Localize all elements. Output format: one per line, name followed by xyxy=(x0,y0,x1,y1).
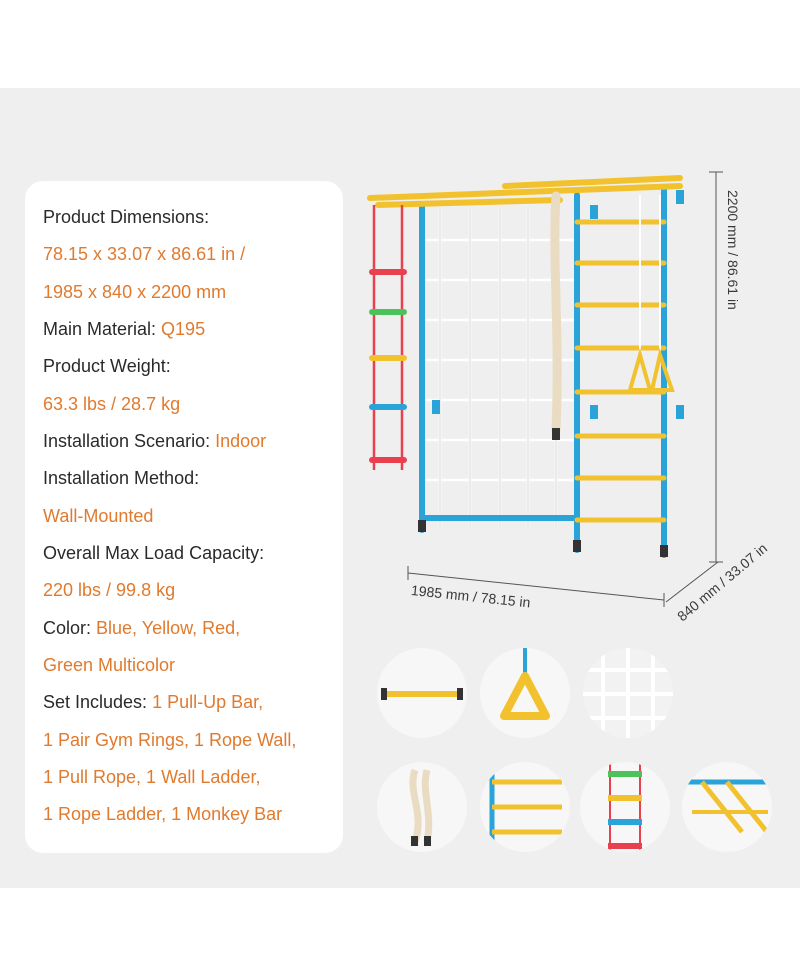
monkey-bar xyxy=(370,178,680,205)
rope-ladder xyxy=(372,205,404,470)
set-line-2: 1 Pair Gym Rings, 1 Rope Wall, xyxy=(43,730,297,750)
width-dimension: 1985 mm / 78.15 in xyxy=(410,582,532,611)
weight-label: Product Weight: xyxy=(43,356,171,376)
set-line-3: 1 Pull Rope, 1 Wall Ladder, xyxy=(43,767,261,787)
thumb-rope-wall xyxy=(583,648,673,738)
thumb-rope-ladder xyxy=(580,762,670,852)
frame xyxy=(422,190,664,555)
dimensions-in: 78.15 x 33.07 x 86.61 in / xyxy=(43,244,246,264)
pull-rope xyxy=(555,196,557,430)
color-line: Color: Blue, Yellow, Red, xyxy=(43,618,241,638)
thumb-wall-ladder xyxy=(480,762,570,852)
thumb-gym-rings xyxy=(480,648,570,738)
load-value: 220 lbs / 99.8 kg xyxy=(43,580,176,600)
wall-ladder-rungs xyxy=(577,222,664,520)
thumb-pull-up-bar xyxy=(377,648,467,738)
height-dimension: 2200 mm / 86.61 in xyxy=(725,190,741,310)
dimension-lines xyxy=(408,172,723,607)
color-line-2: Green Multicolor xyxy=(43,655,176,675)
material-line: Main Material: Q195 xyxy=(43,319,206,339)
depth-dimension: 840 mm / 33.07 in xyxy=(674,539,771,625)
load-label: Overall Max Load Capacity: xyxy=(43,543,265,563)
method-value: Wall-Mounted xyxy=(43,506,154,526)
weight-value: 63.3 lbs / 28.7 kg xyxy=(43,394,181,414)
method-label: Installation Method: xyxy=(43,468,200,488)
scenario-line: Installation Scenario: Indoor xyxy=(43,431,267,451)
dimensions-mm: 1985 x 840 x 2200 mm xyxy=(43,282,227,302)
thumb-monkey-bar xyxy=(682,762,772,852)
dimensions-label: Product Dimensions: xyxy=(43,207,210,227)
set-line-4: 1 Rope Ladder, 1 Monkey Bar xyxy=(43,804,283,824)
thumb-pull-rope xyxy=(377,762,467,852)
set-line: Set Includes: 1 Pull-Up Bar, xyxy=(43,692,264,712)
